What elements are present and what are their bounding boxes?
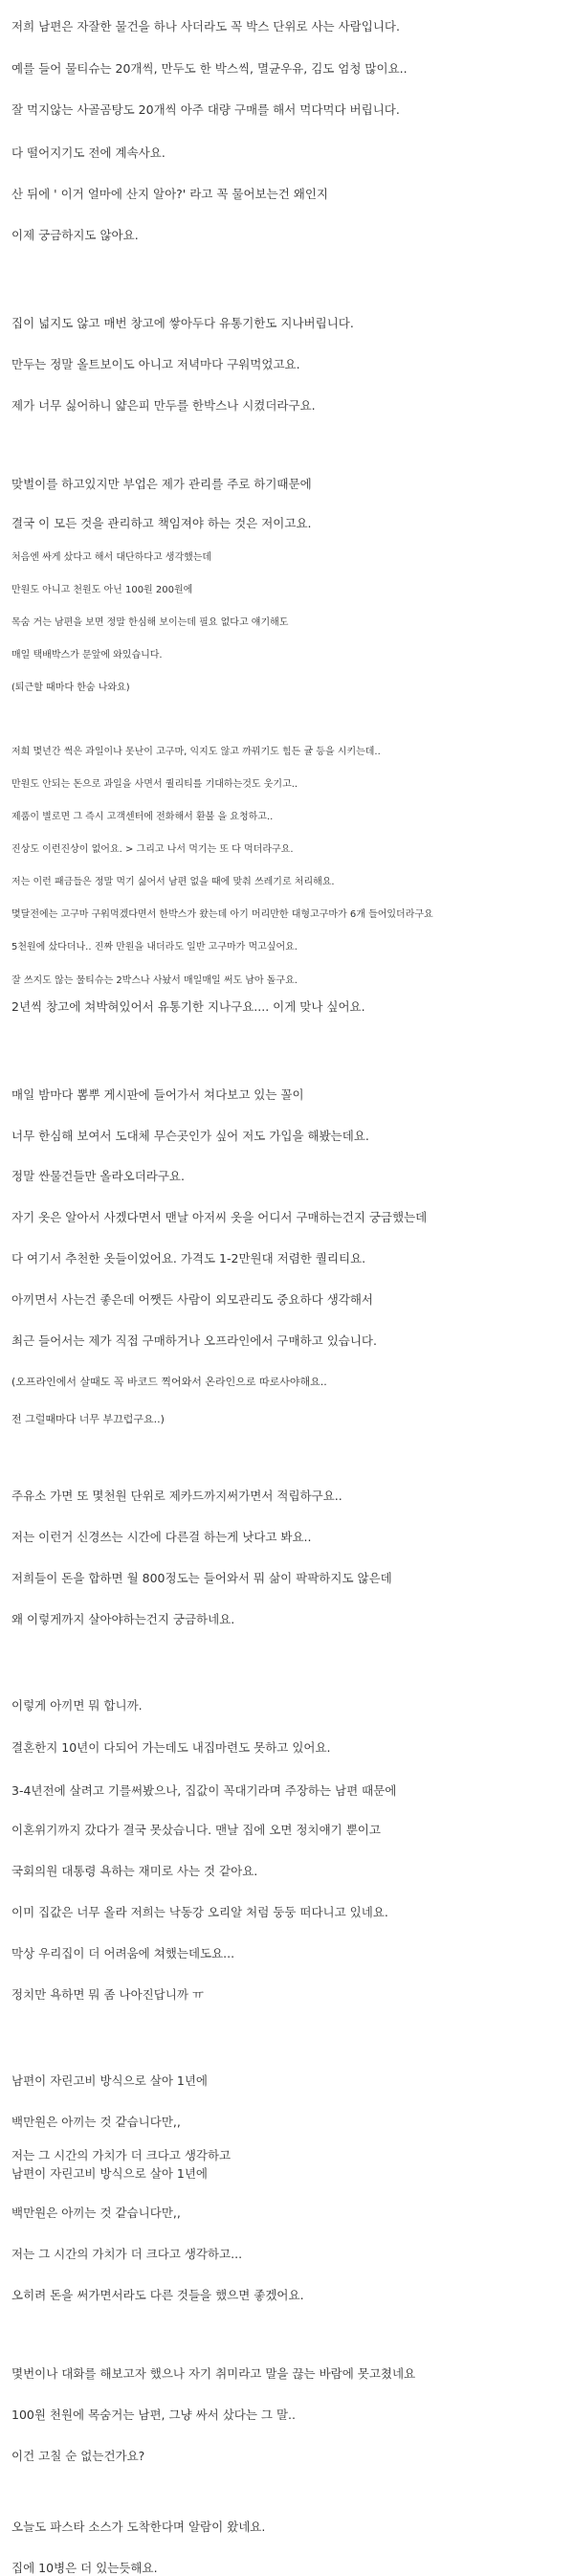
text-line-small: 저희 몇년간 썩은 과일이나 못난이 고구마, 익지도 않고 까꿔기도 힘든 귤 등을 시키는데.. bbox=[11, 746, 381, 757]
text-line: 결국 이 모든 것을 관리하고 책임져야 하는 것은 저이고요. bbox=[11, 516, 312, 531]
text-line-small: 매일 택배박스가 문앞에 와있습니다. bbox=[11, 650, 163, 661]
text-line-small: 진상도 이런진상이 없어요. > 그리고 나서 먹기는 또 다 먹더라구요. bbox=[11, 843, 294, 855]
text-line: 국회의원 대통령 욕하는 재미로 사는 것 같아요. bbox=[11, 1864, 258, 1879]
text-line: 막상 우리집이 더 어려움에 쳐했는데도요... bbox=[11, 1946, 235, 1961]
text-line: 이제 궁금하지도 않아요. bbox=[11, 228, 139, 242]
text-line: (오프라인에서 살때도 꼭 바코드 찍어와서 온라인으로 따로사야해요.. bbox=[11, 1376, 327, 1388]
text-line: 너무 한심해 보여서 도대체 무슨곳인가 싶어 저도 가입을 해봤는데요. bbox=[11, 1128, 369, 1143]
text-line: 최근 들어서는 제가 직접 구매하거나 오프라인에서 구매하고 있습니다. bbox=[11, 1333, 377, 1349]
text-line: 3-4년전에 살려고 기를써봤으나, 집값이 꼭대기라며 주장하는 남편 때문에 bbox=[11, 1783, 397, 1799]
text-line: 이렇게 아끼면 뭐 합니까. bbox=[11, 1697, 143, 1713]
text-line: 예를 들어 물티슈는 20개씩, 만두도 한 박스씩, 멸균우유, 김도 엄청 많이요.. bbox=[11, 61, 408, 77]
text-line: 아끼면서 사는건 좋은데 어쨋든 사람이 외모관리도 중요하다 생각해서 bbox=[11, 1292, 373, 1308]
text-line-small: 처음엔 싸게 샀다고 해서 대단하다고 생각했는데 bbox=[11, 551, 212, 563]
text-line: 백만원은 아끼는 것 같습니다만,, bbox=[11, 2206, 181, 2221]
text-line: 백만원은 아끼는 것 같습니다만,, bbox=[11, 2114, 181, 2129]
text-line: 다 여기서 추천한 옷들이었어요. 가격도 1-2만원대 저렴한 퀄리티요. bbox=[11, 1251, 366, 1266]
text-line-small: 만원도 안되는 돈으로 과일을 사면서 퀄리티를 기대하는것도 웃기고.. bbox=[11, 778, 298, 790]
text-line: 저희들이 돈을 합하면 월 800정도는 들어와서 뭐 삶이 팍팍하지도 않은데 bbox=[11, 1570, 392, 1585]
text-line: 오히려 돈을 써가면서라도 다른 것들을 했으면 좋겠어요. bbox=[11, 2288, 304, 2303]
text-line-small: 잘 쓰지도 않는 물티슈는 2박스나 사놨서 매일매일 써도 남아 돌구요. bbox=[11, 974, 298, 986]
text-line: 정치만 욕하면 뭐 좀 나아진답니까 ㅠ bbox=[11, 1987, 204, 2002]
text-line: 남편이 자린고비 방식으로 살아 1년에 bbox=[11, 2072, 208, 2088]
text-line: 왜 이렇게까지 살아야하는건지 궁금하네요. bbox=[11, 1611, 235, 1626]
text-line: 결혼한지 10년이 다되어 가는데도 내집마련도 못하고 있어요. bbox=[11, 1740, 331, 1756]
text-line-small: 목숨 거는 남편을 보면 정말 한심해 보이는데 필요 없다고 얘기해도 bbox=[11, 616, 289, 628]
text-line: 저는 이런거 신경쓰는 시간에 다른걸 하는게 낫다고 봐요.. bbox=[11, 1530, 312, 1544]
text-line: 저는 그 시간의 가치가 더 크다고 생각하고 bbox=[11, 2147, 232, 2162]
text-line-small: 몇달전에는 고구마 구워먹겠다면서 한박스가 왔는데 아기 머리만한 대형고구마가 6개 들어있더라구요 bbox=[11, 909, 433, 921]
text-line-small: 저는 이런 패금들은 정말 먹기 싫어서 남편 없을 때에 맞춰 쓰레기로 처리해요. bbox=[11, 877, 335, 887]
text-line-small: 5천원에 샀다더나.. 진짜 만원을 내더라도 일반 고구마가 먹고싶어요. bbox=[11, 942, 298, 953]
text-line: 주유소 가면 또 몇천원 단위로 제카드까지써가면서 적립하구요.. bbox=[11, 1489, 342, 1503]
text-line: 맞벌이를 하고있지만 부업은 제가 관리를 주로 하기때문에 bbox=[11, 476, 312, 491]
text-line: 이미 집값은 너무 올라 저희는 낙동강 오리알 처럼 둥둥 떠다니고 있네요. bbox=[11, 1905, 388, 1920]
text-line-small: 만원도 아니고 천원도 아닌 100원 200원에 bbox=[11, 584, 193, 595]
text-line: 매일 밤마다 뽐뿌 게시판에 들어가서 쳐다보고 있는 꼴이 bbox=[11, 1086, 304, 1102]
text-line: 전 그럴때마다 너무 부끄럽구요..) bbox=[11, 1413, 165, 1425]
text-line: 만두는 정말 올트보이도 아니고 저녁마다 구워먹었고요. bbox=[11, 356, 300, 371]
text-line: 저는 그 시간의 가치가 더 크다고 생각하고... bbox=[11, 2247, 243, 2262]
text-line: 몇번이나 대화를 해보고자 했으나 자기 취미라고 말을 끊는 바람에 못고쳤네요 bbox=[11, 2366, 416, 2382]
text-line: 정말 싼물건들만 올라오더라구요. bbox=[11, 1169, 185, 1184]
text-line-small: (퇴근할 때마다 한숨 나와요) bbox=[11, 683, 130, 694]
text-line: 저희 남편은 자잘한 물건을 하나 사더라도 꼭 박스 단위로 사는 사람입니다. bbox=[11, 18, 400, 34]
text-line-small: 제품이 별로면 그 즉시 고객센터에 전화해서 환불 을 요청하고.. bbox=[11, 811, 274, 822]
text-line: 다 떨어지기도 전에 계속사요. bbox=[11, 146, 166, 161]
text-line: 2년씩 창고에 쳐박혀있어서 유통기한 지나구요.... 이게 맞나 싶어요. bbox=[11, 998, 365, 1014]
text-line: 오늘도 파스타 소스가 도착한다며 알람이 왔네요. bbox=[11, 2520, 266, 2535]
text-line: 이건 고칠 순 없는건가요? bbox=[11, 2448, 145, 2463]
text-line: 이혼위기까지 갔다가 결국 못샀습니다. 맨날 집에 오면 정치얘기 뿐이고 bbox=[11, 1823, 381, 1838]
text-line: 남편이 자린고비 방식으로 살아 1년에 bbox=[11, 2166, 208, 2182]
text-line: 산 뒤에 ' 이거 얼마에 산지 알아?' 라고 꼭 물어보는건 왜인지 bbox=[11, 187, 328, 202]
text-line: 잘 먹지않는 사골곰탕도 20개씩 아주 대량 구매를 해서 먹다먹다 버립니다. bbox=[11, 102, 400, 118]
text-line: 집에 10병은 더 있는듯해요. bbox=[11, 2561, 158, 2575]
text-line: 집이 넓지도 않고 매번 창고에 쌓아두다 유통기한도 지나버립니다. bbox=[11, 315, 354, 330]
text-line: 자기 옷은 알아서 사겠다면서 맨날 아저씨 옷을 어디서 구매하는건지 궁금했는데 bbox=[11, 1210, 428, 1225]
text-line: 제가 너무 싫어하니 얇은피 만두를 한박스나 시켰더라구요. bbox=[11, 397, 316, 413]
text-line: 100원 천원에 목숨거는 남편, 그냥 싸서 샀다는 그 말.. bbox=[11, 2408, 296, 2422]
